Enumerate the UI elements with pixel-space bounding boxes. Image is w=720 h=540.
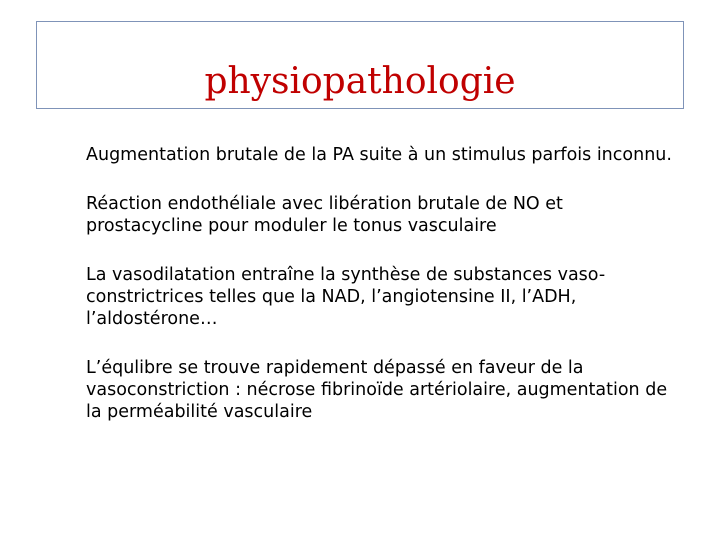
paragraph-1: Augmentation brutale de la PA suite à un stimulus parfois inconnu.: [86, 145, 672, 165]
paragraph-2: Réaction endothéliale avec libération brutale de NO et prostacycline pour moduler le tonus vasculaire: [86, 194, 563, 236]
slide-title: physiopathologie: [204, 61, 516, 102]
slide-title-box: [36, 21, 684, 109]
paragraph-4: L’équlibre se trouve rapidement dépassé en faveur de la vasoconstriction : nécrose fibrinoïde artériolaire, augmentation de la perméabilité vasculaire: [86, 358, 668, 422]
slide-body: [86, 144, 678, 450]
paragraph-3: La vasodilatation entraîne la synthèse de substances vaso-constrictrices telles que la NAD, l’angiotensine II, l’ADH, l’aldostérone…: [86, 265, 606, 329]
